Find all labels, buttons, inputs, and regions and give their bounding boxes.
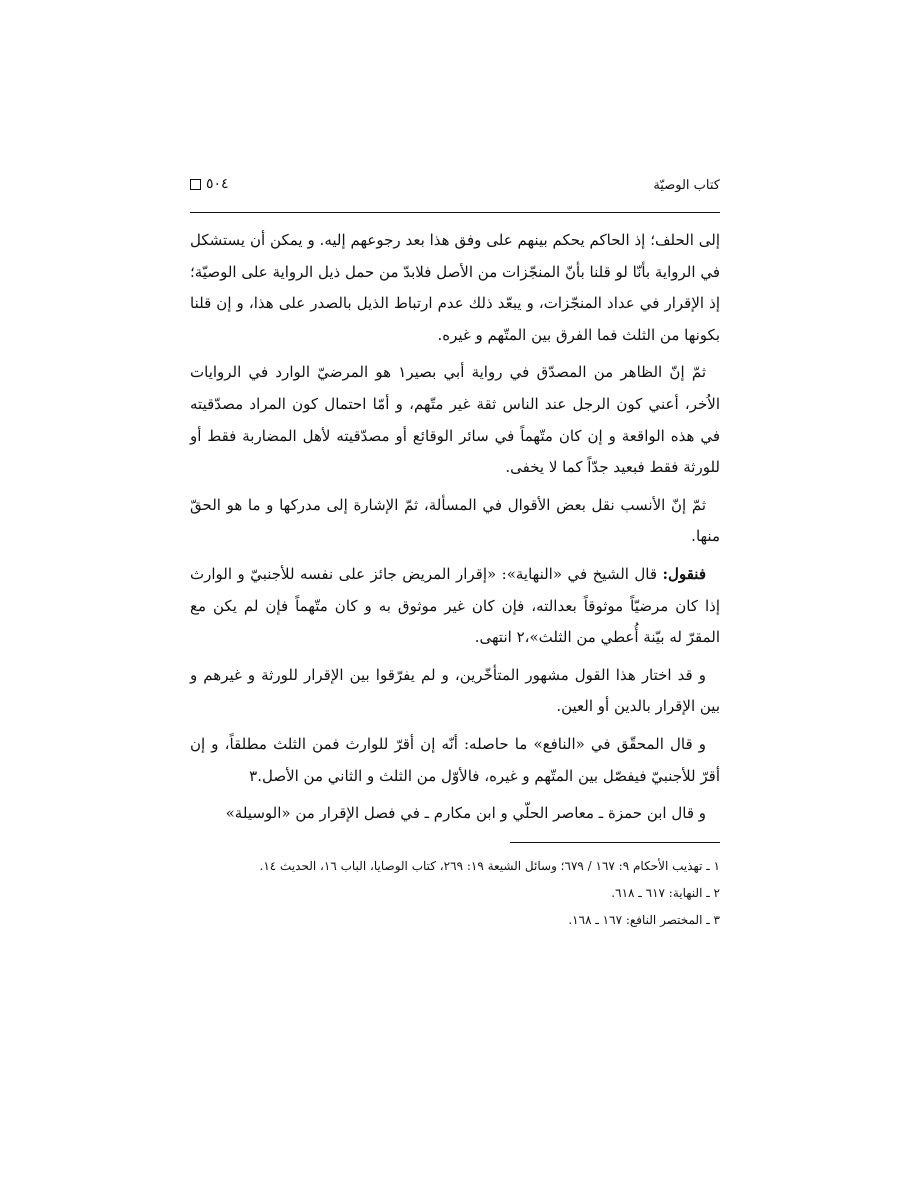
paragraph-2: ثمّ إنّ الظاهر من المصدّق في رواية أبي بصير١ هو المرضيّ الوارد في الروايات الاُخر، أعني كون الرجل عند الناس ثقة غير متّهم، و أمّا احتمال كون المراد مصدّقيته في هذه الواقعة و إن كان متّهماً في سائر الوقائع أو مصدّقيته لأهل المضاربة فقط أو للورثة فقط فبعيد جدّاً كما لا يخفى.	[190, 363, 720, 477]
paragraph-5: و قد اختار هذا القول مشهور المتأخّرين، و لم يفرّقوا بين الإقرار للورثة و غيرهم و بين الإقرار بالدين أو العين.	[190, 665, 720, 716]
paragraph-3: ثمّ إنّ الأنسب نقل بعض الأقوال في المسألة، ثمّ الإشارة إلى مدركها و ما هو الحقّ منها.	[190, 495, 720, 546]
page-number: ٥٠٤	[206, 176, 229, 192]
footnotes	[190, 853, 720, 934]
header-rule	[190, 212, 720, 213]
running-header	[190, 170, 720, 200]
footnote-2: ٢ ـ النهاية: ٦١٧ ـ ٦١٨.	[611, 885, 720, 900]
paragraph-1: إلى الحلف؛ إذ الحاكم يحكم بينهم على وفق هذا بعد رجوعهم إليه. و يمكن أن يستشكل في الرواية بأنّا لو قلنا بأنّ المنجّزات من الأصل فلابدّ من حمل ذيل الرواية على الوصيّة؛ إذ الإقرار في عداد المنجّزات، و يبعّد ذلك عدم ارتباط الذيل بالصدر على هذا، و إن قلنا بكونها من الثلث فما الفرق بين المتّهم و غيره.	[190, 231, 720, 344]
paragraph-4	[190, 559, 720, 654]
paragraph-7: و قال ابن حمزة ـ معاصر الحلّي و ابن مكارم ـ في فصل الإقرار من «الوسيلة»	[225, 804, 706, 823]
footnote-rule	[510, 842, 720, 843]
running-title: كتاب الوصيّة	[653, 178, 720, 193]
paragraph-4-text: قال الشيخ في «النهاية»: «إقرار المريض جائز على نفسه للأجنبيّ و الوارث إذا كان مرضيّاً موثوقاً بعدالته، فإن كان غير موثوق به و كان متّهماً فإن لم يكن مع المقرّ له بيّنة أُعطي من الثلث»،٢ انتهى.	[190, 564, 720, 647]
paragraph-6: و قال المحقّق في «النافع» ما حاصله: أنّه إن أقرّ للوارث فمن الثلث مطلقاً، و إن أقرّ للأجنبيّ فيفصّل بين المتّهم و غيره، فالأوّل من الثلث و الثاني من الأصل.٣	[190, 734, 720, 785]
footnote-1: ١ ـ تهذيب الأحكام ٩: ١٦٧ / ٦٧٩؛ وسائل الشيعة ١٩: ٢٦٩، كتاب الوصايا، الباب ١٦، الحديث ١٤.	[259, 858, 720, 873]
page-number-group	[190, 176, 229, 192]
footnote-3: ٣ ـ المختصر النافع: ١٦٧ ـ ١٦٨.	[568, 912, 720, 927]
book-page	[190, 170, 720, 934]
square-ornament-icon	[190, 179, 201, 190]
body-text	[190, 225, 720, 830]
paragraph-4-lead: فنقول:	[662, 564, 706, 583]
